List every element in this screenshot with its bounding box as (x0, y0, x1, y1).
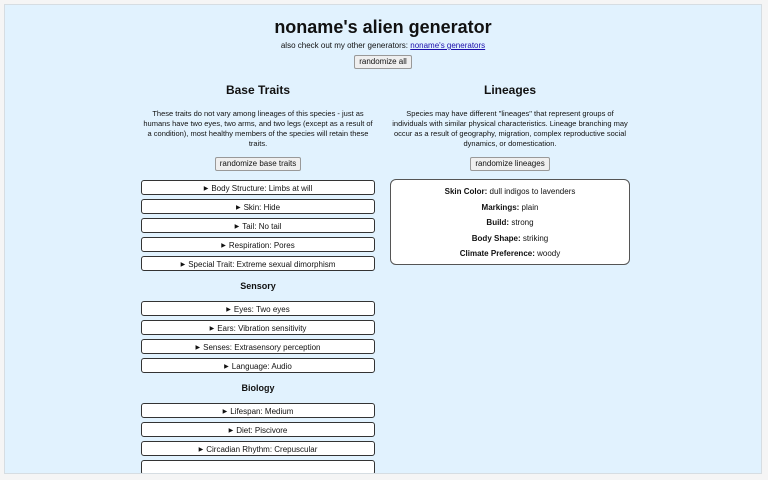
lineage-body-shape: Body Shape: striking (471, 233, 549, 243)
lineage-build: Build: strong (486, 218, 534, 227)
disclosure-triangle-icon: ▶ (228, 428, 234, 434)
header (5, 17, 761, 69)
randomize-base-traits-button[interactable]: randomize base traits (215, 157, 301, 171)
biology-traits-list (141, 403, 375, 474)
disclosure-triangle-icon: ▶ (226, 307, 231, 313)
general-traits-list (141, 180, 375, 271)
lineage-skin-color: Skin Color: dull indigos to lavenders (444, 187, 576, 196)
sensory-heading: Sensory (240, 281, 276, 291)
disclosure-triangle-icon: ▶ (235, 205, 241, 211)
trait-circadian-rhythm[interactable]: ▶ Circadian Rhythm: Crepuscular (141, 441, 375, 456)
trait-lifespan[interactable]: ▶ Lifespan: Medium (141, 403, 375, 418)
subtitle-text: also check out my other generators: (280, 41, 411, 50)
lineage-markings: Markings: plain (481, 202, 539, 212)
base-traits-section (141, 79, 375, 474)
trait-respiration[interactable]: ▶ Respiration: Pores (141, 237, 375, 252)
disclosure-triangle-icon: ▶ (234, 224, 240, 230)
disclosure-triangle-icon: ▶ (198, 447, 204, 453)
disclosure-triangle-icon: ▶ (195, 345, 201, 351)
trait-special[interactable]: ▶ Special Trait: Extreme sexual dimorphism (141, 256, 375, 271)
trait-partially-visible[interactable] (141, 460, 375, 474)
trait-diet[interactable]: ▶ Diet: Piscivore (141, 422, 375, 437)
lineage-climate-preference: Climate Preference: woody (459, 249, 561, 258)
sensory-traits-list (141, 301, 375, 373)
randomize-lineages-button[interactable]: randomize lineages (470, 157, 549, 171)
disclosure-triangle-icon: ▶ (203, 186, 209, 192)
lineages-description: Species may have different "lineages" that represent groups of individuals with similar physical characteristics. Lineage branching may occur as a result of geography, migration, complex reproductive social dynamics, or domestication. (392, 109, 628, 148)
lineage-card (390, 179, 630, 265)
lineages-title: Lineages (483, 83, 537, 97)
base-traits-description: These traits do not vary among lineages of this species - just as humans have two eyes, two arms, and two legs (except as a result of a condition), most healthy members of the species will retain these traits. (143, 109, 373, 148)
trait-skin[interactable]: ▶ Skin: Hide (141, 199, 375, 214)
trait-language[interactable]: ▶ Language: Audio (141, 358, 375, 373)
disclosure-triangle-icon: ▶ (224, 364, 229, 370)
base-traits-title: Base Traits (225, 83, 291, 97)
other-generators-link[interactable]: noname's generators (410, 41, 486, 50)
disclosure-triangle-icon: ▶ (222, 409, 228, 415)
trait-eyes[interactable]: ▶ Eyes: Two eyes (141, 301, 375, 316)
trait-body-structure[interactable]: ▶ Body Structure: Limbs at will (141, 180, 375, 195)
disclosure-triangle-icon: ▶ (180, 262, 186, 268)
trait-tail[interactable]: ▶ Tail: No tail (141, 218, 375, 233)
trait-senses[interactable]: ▶ Senses: Extrasensory perception (141, 339, 375, 354)
randomize-all-button[interactable]: randomize all (354, 55, 412, 69)
lineages-section (390, 79, 630, 265)
subtitle (5, 41, 761, 51)
disclosure-triangle-icon: ▶ (209, 326, 215, 332)
biology-heading: Biology (241, 383, 275, 393)
trait-ears[interactable]: ▶ Ears: Vibration sensitivity (141, 320, 375, 335)
page-title: noname's alien generator (274, 17, 492, 37)
disclosure-triangle-icon: ▶ (221, 243, 226, 249)
page (4, 4, 762, 474)
